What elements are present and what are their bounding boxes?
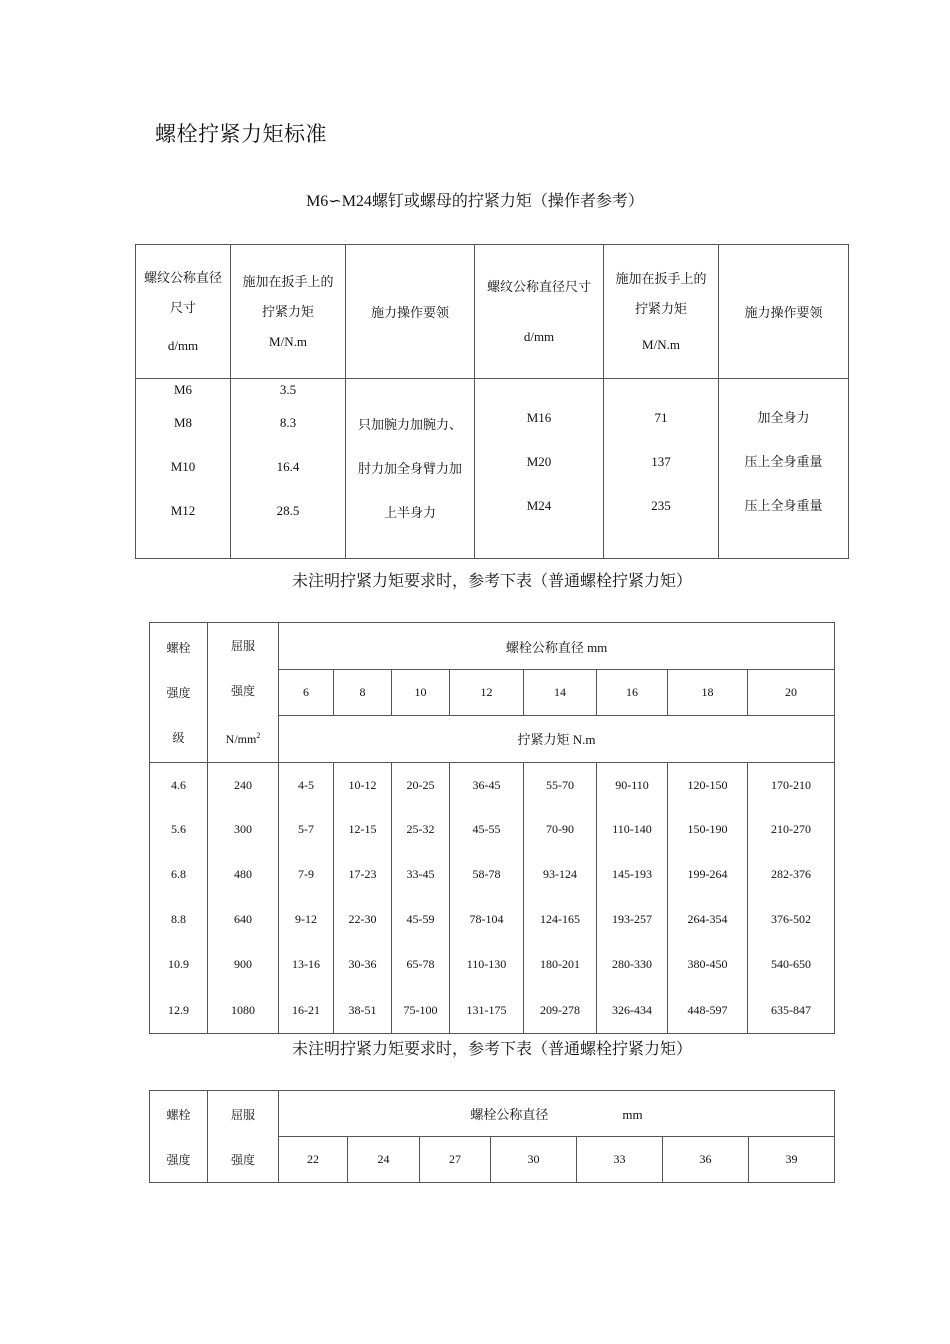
- size-m10: M10: [170, 459, 196, 474]
- t2-dia: 18: [668, 670, 748, 715]
- t3-yield-header: 屈服 强度: [208, 1091, 279, 1183]
- page-title: 螺栓拧紧力矩标准: [155, 122, 327, 146]
- t3-dia: 33: [577, 1137, 663, 1183]
- size-m8: M8: [173, 415, 193, 430]
- t2-col-16: 90-110 110-140 145-193 193-257 280-330 326-434: [597, 763, 668, 1034]
- t2-yield-header: 屈服 强度 $N/mm^2$: [208, 623, 279, 763]
- torque-m10: 16.4: [276, 459, 300, 474]
- t2-grade-header: 螺栓 强度 级: [150, 623, 208, 763]
- t2-dia: 16: [597, 670, 668, 715]
- bolt-torque-table: [149, 622, 835, 1034]
- table1-caption: M6∽M24螺钉或螺母的拧紧力矩（操作者参考）: [306, 193, 644, 210]
- t2-dia: 8: [334, 670, 392, 715]
- size-m24: M24: [526, 497, 552, 513]
- t3-dia: 27: [420, 1137, 491, 1183]
- t3-dia: 24: [348, 1137, 420, 1183]
- table3-subtitle: 未注明拧紧力矩要求时，参考下表（普通螺栓拧紧力矩）: [291, 1039, 692, 1058]
- t2-torque-header: 拧紧力矩 N.m: [279, 715, 835, 762]
- header-diameter-right: 螺纹公称直径尺寸 d/mm: [475, 245, 604, 379]
- t2-col-14: 55-70 70-90 93-124 124-165 180-201 209-278: [524, 763, 597, 1034]
- size-m20: M20: [526, 453, 552, 469]
- t2-dia: 10: [392, 670, 450, 715]
- left-sizes-cell: [136, 379, 231, 559]
- size-m12: M12: [170, 503, 196, 518]
- right-sizes-cell: [475, 379, 604, 559]
- t3-grade-header: 螺栓 强度: [150, 1091, 208, 1183]
- table1-body-row: [136, 379, 849, 559]
- torque-m20: 137: [651, 453, 671, 469]
- table2-subtitle: 未注明拧紧力矩要求时，参考下表（普通螺栓拧紧力矩）: [291, 571, 692, 590]
- t2-dia: 12: [450, 670, 524, 715]
- t3-dia: 30: [491, 1137, 577, 1183]
- t2-body-row: [150, 763, 835, 1034]
- t2-col-10: 20-25 25-32 33-45 45-59 65-78 75-100: [392, 763, 450, 1034]
- t2-col-18: 120-150 150-190 199-264 264-354 380-450 448-597: [668, 763, 748, 1034]
- t2-dia: 14: [524, 670, 597, 715]
- t2-col-20: 170-210 210-270 282-376 376-502 540-650 635-847: [748, 763, 835, 1034]
- header-method-right: 施力操作要领: [719, 245, 849, 379]
- table1-header-row: [136, 245, 849, 379]
- torque-m8: 8.3: [279, 415, 297, 430]
- t2-diameter-header: 螺栓公称直径 mm: [279, 623, 835, 670]
- size-m6: M6: [173, 382, 193, 397]
- t2-dia: 20: [748, 670, 835, 715]
- t3-dia: 39: [749, 1137, 835, 1183]
- t2-col-6: 4-5 5-7 7-9 9-12 13-16 16-21: [279, 763, 334, 1034]
- torque-m24: 235: [651, 497, 671, 513]
- header-diameter-left: 螺纹公称直径尺寸 d/mm: [136, 245, 231, 379]
- t2-dia: 6: [279, 670, 334, 715]
- left-method-cell: 只加腕力加腕力、 肘力加全身臂力加 上半身力: [346, 379, 475, 559]
- header-torque-right: 施加在扳手上的拧紧力矩 M/N.m: [604, 245, 719, 379]
- left-torques-cell: [231, 379, 346, 559]
- t2-col-12: 36-45 45-55 58-78 78-104 110-130 131-175: [450, 763, 524, 1034]
- size-m16: M16: [526, 409, 552, 425]
- torque-m6: 3.5: [279, 382, 297, 397]
- t3-dia: 22: [279, 1137, 348, 1183]
- t3-diameter-header: 螺栓公称直径 mm: [279, 1091, 835, 1137]
- header-torque-left: 施加在扳手上的拧紧力矩 M/N.m: [231, 245, 346, 379]
- torque-m16: 71: [654, 409, 668, 425]
- header-method-left: 施力操作要领: [346, 245, 475, 379]
- t3-header-row-1: [150, 1091, 835, 1137]
- bolt-torque-table-large: [149, 1090, 835, 1183]
- t2-col-8: 10-12 12-15 17-23 22-30 30-36 38-51: [334, 763, 392, 1034]
- right-torques-cell: [604, 379, 719, 559]
- t2-header-row-1: [150, 623, 835, 670]
- right-method-cell: 加全身力 压上全身重量 压上全身重量: [719, 379, 849, 559]
- t2-yield-col: 240 300 480 640 900 1080: [208, 763, 279, 1034]
- torque-m12: 28.5: [276, 503, 300, 518]
- t3-dia: 36: [663, 1137, 749, 1183]
- torque-reference-table: [135, 244, 849, 559]
- t2-grade-col: 4.6 5.6 6.8 8.8 10.9 12.9: [150, 763, 208, 1034]
